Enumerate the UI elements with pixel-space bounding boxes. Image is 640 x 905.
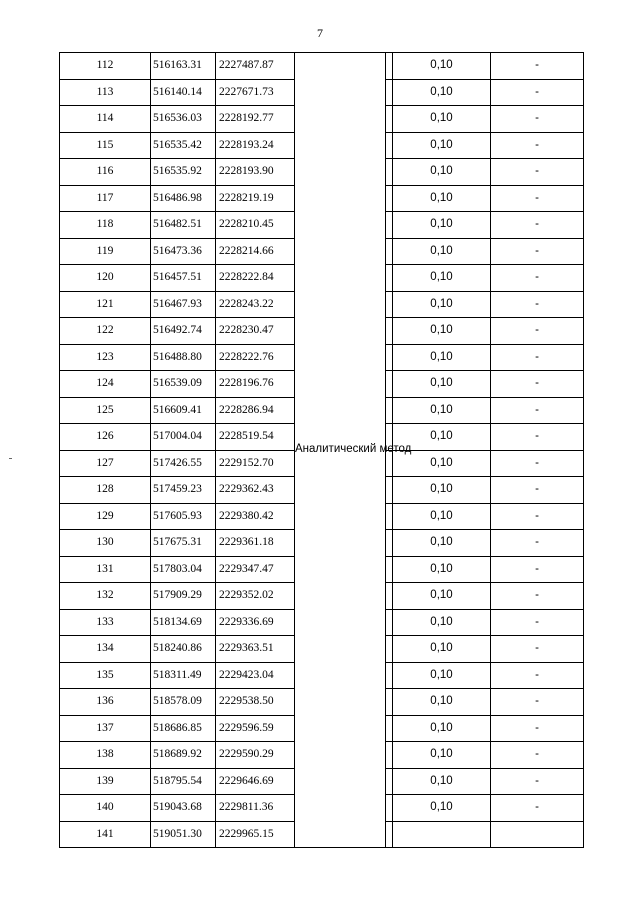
x-coordinate-cell: 518134.69 xyxy=(151,609,216,636)
x-coordinate-cell: 518578.09 xyxy=(151,689,216,716)
point-number-cell: 123 xyxy=(60,344,151,371)
point-number-cell: 136 xyxy=(60,689,151,716)
note-cell: - xyxy=(491,450,584,477)
accuracy-cell: 0,10 xyxy=(393,768,491,795)
empty-cell xyxy=(386,609,393,636)
y-coordinate-cell: 2228222.84 xyxy=(216,265,295,292)
note-cell: - xyxy=(491,556,584,583)
note-cell: - xyxy=(491,79,584,106)
point-number-cell: 135 xyxy=(60,662,151,689)
empty-cell xyxy=(386,715,393,742)
y-coordinate-cell: 2228219.19 xyxy=(216,185,295,212)
point-number-cell: 112 xyxy=(60,53,151,80)
accuracy-cell: 0,10 xyxy=(393,583,491,610)
note-cell: - xyxy=(491,53,584,80)
point-number-cell: 140 xyxy=(60,795,151,822)
x-coordinate-cell: 516492.74 xyxy=(151,318,216,345)
y-coordinate-cell: 2229363.51 xyxy=(216,636,295,663)
x-coordinate-cell: 516536.03 xyxy=(151,106,216,133)
y-coordinate-cell: 2229362.43 xyxy=(216,477,295,504)
y-coordinate-cell: 2228214.66 xyxy=(216,238,295,265)
y-coordinate-cell: 2228286.94 xyxy=(216,397,295,424)
note-cell: - xyxy=(491,662,584,689)
note-cell: - xyxy=(491,609,584,636)
note-cell: - xyxy=(491,106,584,133)
y-coordinate-cell: 2227671.73 xyxy=(216,79,295,106)
point-number-cell: 133 xyxy=(60,609,151,636)
y-coordinate-cell: 2228519.54 xyxy=(216,424,295,451)
x-coordinate-cell: 516486.98 xyxy=(151,185,216,212)
y-coordinate-cell: 2228193.90 xyxy=(216,159,295,186)
empty-cell xyxy=(386,636,393,663)
y-coordinate-cell: 2229152.70 xyxy=(216,450,295,477)
x-coordinate-cell: 517426.55 xyxy=(151,450,216,477)
y-coordinate-cell: 2229811.36 xyxy=(216,795,295,822)
y-coordinate-cell: 2229336.69 xyxy=(216,609,295,636)
accuracy-cell: 0,10 xyxy=(393,291,491,318)
y-coordinate-cell: 2229423.04 xyxy=(216,662,295,689)
empty-cell xyxy=(386,530,393,557)
note-cell: - xyxy=(491,424,584,451)
empty-cell xyxy=(386,583,393,610)
y-coordinate-cell: 2229965.15 xyxy=(216,821,295,848)
point-number-cell: 132 xyxy=(60,583,151,610)
y-coordinate-cell: 2228193.24 xyxy=(216,132,295,159)
note-cell: - xyxy=(491,795,584,822)
y-coordinate-cell: 2229380.42 xyxy=(216,503,295,530)
empty-cell xyxy=(386,212,393,239)
y-coordinate-cell: 2229347.47 xyxy=(216,556,295,583)
accuracy-cell: 0,10 xyxy=(393,371,491,398)
note-cell: - xyxy=(491,212,584,239)
y-coordinate-cell: 2228210.45 xyxy=(216,212,295,239)
x-coordinate-cell: 517675.31 xyxy=(151,530,216,557)
accuracy-cell: 0,10 xyxy=(393,265,491,292)
accuracy-cell: 0,10 xyxy=(393,715,491,742)
accuracy-cell: 0,10 xyxy=(393,609,491,636)
point-number-cell: 117 xyxy=(60,185,151,212)
accuracy-cell: 0,10 xyxy=(393,238,491,265)
accuracy-cell: 0,10 xyxy=(393,132,491,159)
coordinates-table xyxy=(59,52,584,848)
empty-cell xyxy=(386,238,393,265)
point-number-cell: 130 xyxy=(60,530,151,557)
point-number-cell: 113 xyxy=(60,79,151,106)
x-coordinate-cell: 516488.80 xyxy=(151,344,216,371)
point-number-cell: 134 xyxy=(60,636,151,663)
y-coordinate-cell: 2229538.50 xyxy=(216,689,295,716)
point-number-cell: 116 xyxy=(60,159,151,186)
point-number-cell: 129 xyxy=(60,503,151,530)
empty-cell xyxy=(386,371,393,398)
accuracy-cell: 0,10 xyxy=(393,662,491,689)
x-coordinate-cell: 516163.31 xyxy=(151,53,216,80)
accuracy-cell: 0,10 xyxy=(393,424,491,451)
accuracy-cell: 0,10 xyxy=(393,212,491,239)
empty-cell xyxy=(386,768,393,795)
empty-cell xyxy=(386,742,393,769)
accuracy-cell: 0,10 xyxy=(393,106,491,133)
y-coordinate-cell: 2228192.77 xyxy=(216,106,295,133)
x-coordinate-cell: 518686.85 xyxy=(151,715,216,742)
accuracy-cell: 0,10 xyxy=(393,397,491,424)
y-coordinate-cell: 2228196.76 xyxy=(216,371,295,398)
x-coordinate-cell: 516535.92 xyxy=(151,159,216,186)
point-number-cell: 128 xyxy=(60,477,151,504)
note-cell: - xyxy=(491,530,584,557)
empty-cell xyxy=(386,159,393,186)
note-cell: - xyxy=(491,185,584,212)
point-number-cell: 118 xyxy=(60,212,151,239)
note-cell: - xyxy=(491,265,584,292)
x-coordinate-cell: 517004.04 xyxy=(151,424,216,451)
accuracy-cell: 0,10 xyxy=(393,795,491,822)
accuracy-cell: 0,10 xyxy=(393,185,491,212)
x-coordinate-cell: 518240.86 xyxy=(151,636,216,663)
accuracy-cell xyxy=(393,821,491,848)
x-coordinate-cell: 518311.49 xyxy=(151,662,216,689)
empty-cell xyxy=(386,265,393,292)
page-number: 7 xyxy=(317,26,323,40)
y-coordinate-cell: 2229596.59 xyxy=(216,715,295,742)
note-cell: - xyxy=(491,132,584,159)
note-cell: - xyxy=(491,636,584,663)
accuracy-cell: 0,10 xyxy=(393,477,491,504)
note-cell: - xyxy=(491,318,584,345)
y-coordinate-cell: 2228222.76 xyxy=(216,344,295,371)
empty-cell xyxy=(386,318,393,345)
y-coordinate-cell: 2227487.87 xyxy=(216,53,295,80)
empty-cell xyxy=(386,689,393,716)
point-number-cell: 121 xyxy=(60,291,151,318)
x-coordinate-cell: 516140.14 xyxy=(151,79,216,106)
accuracy-cell: 0,10 xyxy=(393,344,491,371)
x-coordinate-cell: 519051.30 xyxy=(151,821,216,848)
empty-cell xyxy=(386,53,393,80)
method-cell: Аналитический метод xyxy=(295,53,386,848)
empty-cell xyxy=(386,477,393,504)
note-cell: - xyxy=(491,344,584,371)
point-number-cell: 139 xyxy=(60,768,151,795)
note-cell: - xyxy=(491,583,584,610)
empty-cell xyxy=(386,344,393,371)
empty-cell xyxy=(386,185,393,212)
empty-cell xyxy=(386,503,393,530)
point-number-cell: 131 xyxy=(60,556,151,583)
x-coordinate-cell: 518795.54 xyxy=(151,768,216,795)
accuracy-cell: 0,10 xyxy=(393,79,491,106)
point-number-cell: 138 xyxy=(60,742,151,769)
accuracy-cell: 0,10 xyxy=(393,450,491,477)
empty-cell xyxy=(386,397,393,424)
empty-cell xyxy=(386,821,393,848)
point-number-cell: 141 xyxy=(60,821,151,848)
point-number-cell: 120 xyxy=(60,265,151,292)
point-number-cell: 127 xyxy=(60,450,151,477)
x-coordinate-cell: 516539.09 xyxy=(151,371,216,398)
y-coordinate-cell: 2229361.18 xyxy=(216,530,295,557)
note-cell: - xyxy=(491,768,584,795)
point-number-cell: 124 xyxy=(60,371,151,398)
accuracy-cell: 0,10 xyxy=(393,556,491,583)
point-number-cell: 126 xyxy=(60,424,151,451)
note-cell: - xyxy=(491,371,584,398)
empty-cell xyxy=(386,291,393,318)
x-coordinate-cell: 516473.36 xyxy=(151,238,216,265)
point-number-cell: 125 xyxy=(60,397,151,424)
coordinates-table-body xyxy=(60,53,584,848)
accuracy-cell: 0,10 xyxy=(393,689,491,716)
note-cell: - xyxy=(491,477,584,504)
scan-speck xyxy=(9,458,12,459)
y-coordinate-cell: 2228230.47 xyxy=(216,318,295,345)
x-coordinate-cell: 516609.41 xyxy=(151,397,216,424)
point-number-cell: 122 xyxy=(60,318,151,345)
note-cell: - xyxy=(491,503,584,530)
x-coordinate-cell: 516457.51 xyxy=(151,265,216,292)
x-coordinate-cell: 518689.92 xyxy=(151,742,216,769)
x-coordinate-cell: 519043.68 xyxy=(151,795,216,822)
table-row xyxy=(60,53,584,80)
accuracy-cell: 0,10 xyxy=(393,53,491,80)
note-cell: - xyxy=(491,397,584,424)
x-coordinate-cell: 517459.23 xyxy=(151,477,216,504)
y-coordinate-cell: 2228243.22 xyxy=(216,291,295,318)
y-coordinate-cell: 2229590.29 xyxy=(216,742,295,769)
x-coordinate-cell: 516467.93 xyxy=(151,291,216,318)
accuracy-cell: 0,10 xyxy=(393,530,491,557)
note-cell xyxy=(491,821,584,848)
accuracy-cell: 0,10 xyxy=(393,742,491,769)
y-coordinate-cell: 2229646.69 xyxy=(216,768,295,795)
empty-cell xyxy=(386,79,393,106)
x-coordinate-cell: 517909.29 xyxy=(151,583,216,610)
accuracy-cell: 0,10 xyxy=(393,503,491,530)
empty-cell xyxy=(386,106,393,133)
accuracy-cell: 0,10 xyxy=(393,636,491,663)
accuracy-cell: 0,10 xyxy=(393,159,491,186)
x-coordinate-cell: 517605.93 xyxy=(151,503,216,530)
note-cell: - xyxy=(491,291,584,318)
note-cell: - xyxy=(491,742,584,769)
empty-cell xyxy=(386,132,393,159)
empty-cell xyxy=(386,795,393,822)
note-cell: - xyxy=(491,238,584,265)
point-number-cell: 115 xyxy=(60,132,151,159)
point-number-cell: 114 xyxy=(60,106,151,133)
point-number-cell: 137 xyxy=(60,715,151,742)
point-number-cell: 119 xyxy=(60,238,151,265)
empty-cell xyxy=(386,556,393,583)
empty-cell xyxy=(386,662,393,689)
note-cell: - xyxy=(491,689,584,716)
x-coordinate-cell: 517803.04 xyxy=(151,556,216,583)
y-coordinate-cell: 2229352.02 xyxy=(216,583,295,610)
note-cell: - xyxy=(491,159,584,186)
note-cell: - xyxy=(491,715,584,742)
x-coordinate-cell: 516535.42 xyxy=(151,132,216,159)
x-coordinate-cell: 516482.51 xyxy=(151,212,216,239)
accuracy-cell: 0,10 xyxy=(393,318,491,345)
